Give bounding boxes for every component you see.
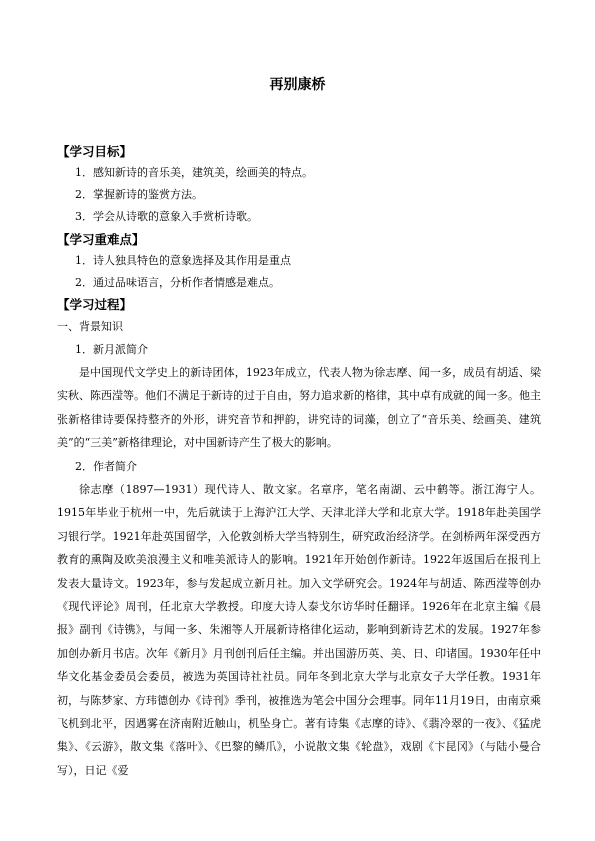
paragraph-author-intro: 徐志摩（1897—1931）现代诗人、散文家。名章序，笔名南湖、云中鹤等。浙江海宁人。1915年毕业于杭州一中，先后就读于上海沪江大学、天津北洋大学和北京大学。1918年赴美国学习银行学。1921年赴英国留学，入伦敦剑桥大学当特别生，研究政治经济学。在剑桥两年深受西方教育的熏陶及欧美浪漫主义和唯美派诗人的影响。1921年开始创作新诗。1922年返国后在报刊上发表大量诗文。1923年，参与发起成立新月社。加入文学研究会。1924年与胡适、陈西滢等创办《现代评论》周刊，任北京大学教授。印度大诗人泰戈尔访华时任翻译。1926年在北京主编《晨报》副刊《诗镌》，与闻一多、朱湘等人开展新诗格律化运动，影响到新诗艺术的发展。1927年参加创办新月书店。次年《新月》月刊创刊后任主编。并出国游历英、美、日、印诸国。1930年任中华文化基金委员会委员，被选为英国诗社社员。同年冬到北京大学与北京女子大学任教。1931年初，与陈梦家、方玮德创办《诗刊》季刊，被推选为笔会中国分会理事。同年11月19日，由南京乘飞机到北平，因遇雾在济南附近触山，机坠身亡。著有诗集《志摩的诗》、《翡冷翠的一夜》、《猛虎集》、《云游》，散文集《落叶》、《巴黎的鳞爪》，小说散文集《轮盘》，戏剧《卞昆冈》（与陆小曼合写），日记《爱 [57, 483, 541, 777]
key-point-item-1: 1．诗人独具特色的意象选择及其作用是重点 [75, 254, 291, 267]
document-title: 再别康桥 [269, 77, 326, 93]
goal-item-3: 3．学会从诗歌的意象入手赏析诗歌。 [75, 210, 258, 223]
learning-goals-heading: 【学习目标】 [57, 144, 133, 159]
goal-item-1: 1．感知新诗的音乐美，建筑美，绘画美的特点。 [75, 166, 313, 179]
subsection-author-intro: 2．作者简介 [75, 460, 137, 473]
goal-item-2: 2．掌握新诗的鉴赏方法。 [75, 188, 203, 201]
subsection-crescent-society: 1．新月派简介 [75, 343, 148, 356]
learning-process-heading: 【学习过程】 [57, 297, 133, 312]
paragraph-crescent-society: 是中国现代文学史上的新诗团体，1923年成立，代表人物为徐志摩、闻一多，成员有胡适、梁实秋、陈西滢等。他们不满足于新诗的过于自由，努力追求新的格律，其中卓有成就的闻一多。他主张新格律诗要保持整齐的外形，讲究音节和押韵，讲究诗的词藻，创立了“音乐美、绘画美、建筑美”的“三美”新格律理论，对中国新诗产生了极大的影响。 [57, 366, 541, 450]
key-points-heading: 【学习重难点】 [57, 232, 145, 247]
key-point-item-2: 2．通过品味语言，分析作者情感是难点。 [75, 276, 280, 289]
section-background-knowledge: 一、背景知识 [57, 320, 123, 333]
